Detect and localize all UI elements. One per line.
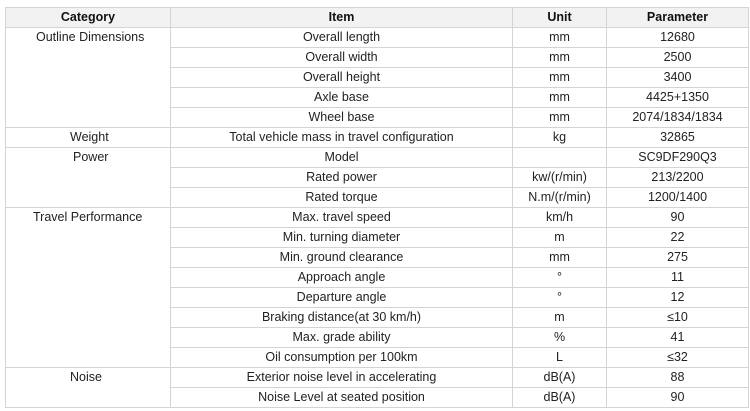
table-body: [6, 28, 749, 408]
parameter-cell: 4425+1350: [607, 88, 749, 108]
parameter-cell: 32865: [607, 128, 749, 148]
item-cell: Oil consumption per 100km: [171, 348, 513, 368]
parameter-cell: 88: [607, 368, 749, 388]
unit-cell: mm: [513, 68, 607, 88]
parameter-cell: SC9DF290Q3: [607, 148, 749, 168]
item-cell: Rated power: [171, 168, 513, 188]
item-cell: Max. grade ability: [171, 328, 513, 348]
unit-cell: kg: [513, 128, 607, 148]
unit-cell: [513, 148, 607, 168]
parameter-cell: 213/2200: [607, 168, 749, 188]
parameter-cell: 12680: [607, 28, 749, 48]
item-cell: Noise Level at seated position: [171, 388, 513, 408]
parameter-cell: 90: [607, 208, 749, 228]
item-cell: Overall height: [171, 68, 513, 88]
category-cell: Noise: [6, 368, 171, 408]
unit-cell: mm: [513, 48, 607, 68]
item-cell: Overall length: [171, 28, 513, 48]
parameter-cell: 11: [607, 268, 749, 288]
item-cell: Model: [171, 148, 513, 168]
unit-cell: m: [513, 228, 607, 248]
parameter-cell: 2500: [607, 48, 749, 68]
parameter-cell: ≤32: [607, 348, 749, 368]
table-row: [6, 128, 749, 148]
parameter-cell: 22: [607, 228, 749, 248]
unit-cell: °: [513, 288, 607, 308]
category-cell: Outline Dimensions: [6, 28, 171, 128]
item-cell: Rated torque: [171, 188, 513, 208]
parameter-cell: 2074/1834/1834: [607, 108, 749, 128]
unit-cell: kw/(r/min): [513, 168, 607, 188]
category-cell: Weight: [6, 128, 171, 148]
spec-table: [5, 7, 749, 408]
unit-cell: mm: [513, 108, 607, 128]
item-cell: Braking distance(at 30 km/h): [171, 308, 513, 328]
parameter-cell: 41: [607, 328, 749, 348]
header-unit: Unit: [513, 8, 607, 28]
parameter-cell: 1200/1400: [607, 188, 749, 208]
parameter-cell: 3400: [607, 68, 749, 88]
unit-cell: N.m/(r/min): [513, 188, 607, 208]
header-item: Item: [171, 8, 513, 28]
unit-cell: dB(A): [513, 368, 607, 388]
category-cell: Power: [6, 148, 171, 208]
header-parameter: Parameter: [607, 8, 749, 28]
unit-cell: °: [513, 268, 607, 288]
category-cell: Travel Performance: [6, 208, 171, 368]
unit-cell: %: [513, 328, 607, 348]
item-cell: Axle base: [171, 88, 513, 108]
unit-cell: m: [513, 308, 607, 328]
item-cell: Exterior noise level in accelerating: [171, 368, 513, 388]
unit-cell: km/h: [513, 208, 607, 228]
unit-cell: dB(A): [513, 388, 607, 408]
table-header: [6, 8, 749, 28]
table-row: [6, 148, 749, 168]
unit-cell: L: [513, 348, 607, 368]
parameter-cell: 12: [607, 288, 749, 308]
parameter-cell: ≤10: [607, 308, 749, 328]
unit-cell: mm: [513, 248, 607, 268]
item-cell: Approach angle: [171, 268, 513, 288]
header-row: [6, 8, 749, 28]
parameter-cell: 275: [607, 248, 749, 268]
item-cell: Overall width: [171, 48, 513, 68]
unit-cell: mm: [513, 28, 607, 48]
table-row: [6, 208, 749, 228]
item-cell: Min. turning diameter: [171, 228, 513, 248]
item-cell: Wheel base: [171, 108, 513, 128]
item-cell: Min. ground clearance: [171, 248, 513, 268]
table-row: [6, 28, 749, 48]
item-cell: Departure angle: [171, 288, 513, 308]
item-cell: Max. travel speed: [171, 208, 513, 228]
unit-cell: mm: [513, 88, 607, 108]
header-category: Category: [6, 8, 171, 28]
table-row: [6, 368, 749, 388]
item-cell: Total vehicle mass in travel configuration: [171, 128, 513, 148]
parameter-cell: 90: [607, 388, 749, 408]
